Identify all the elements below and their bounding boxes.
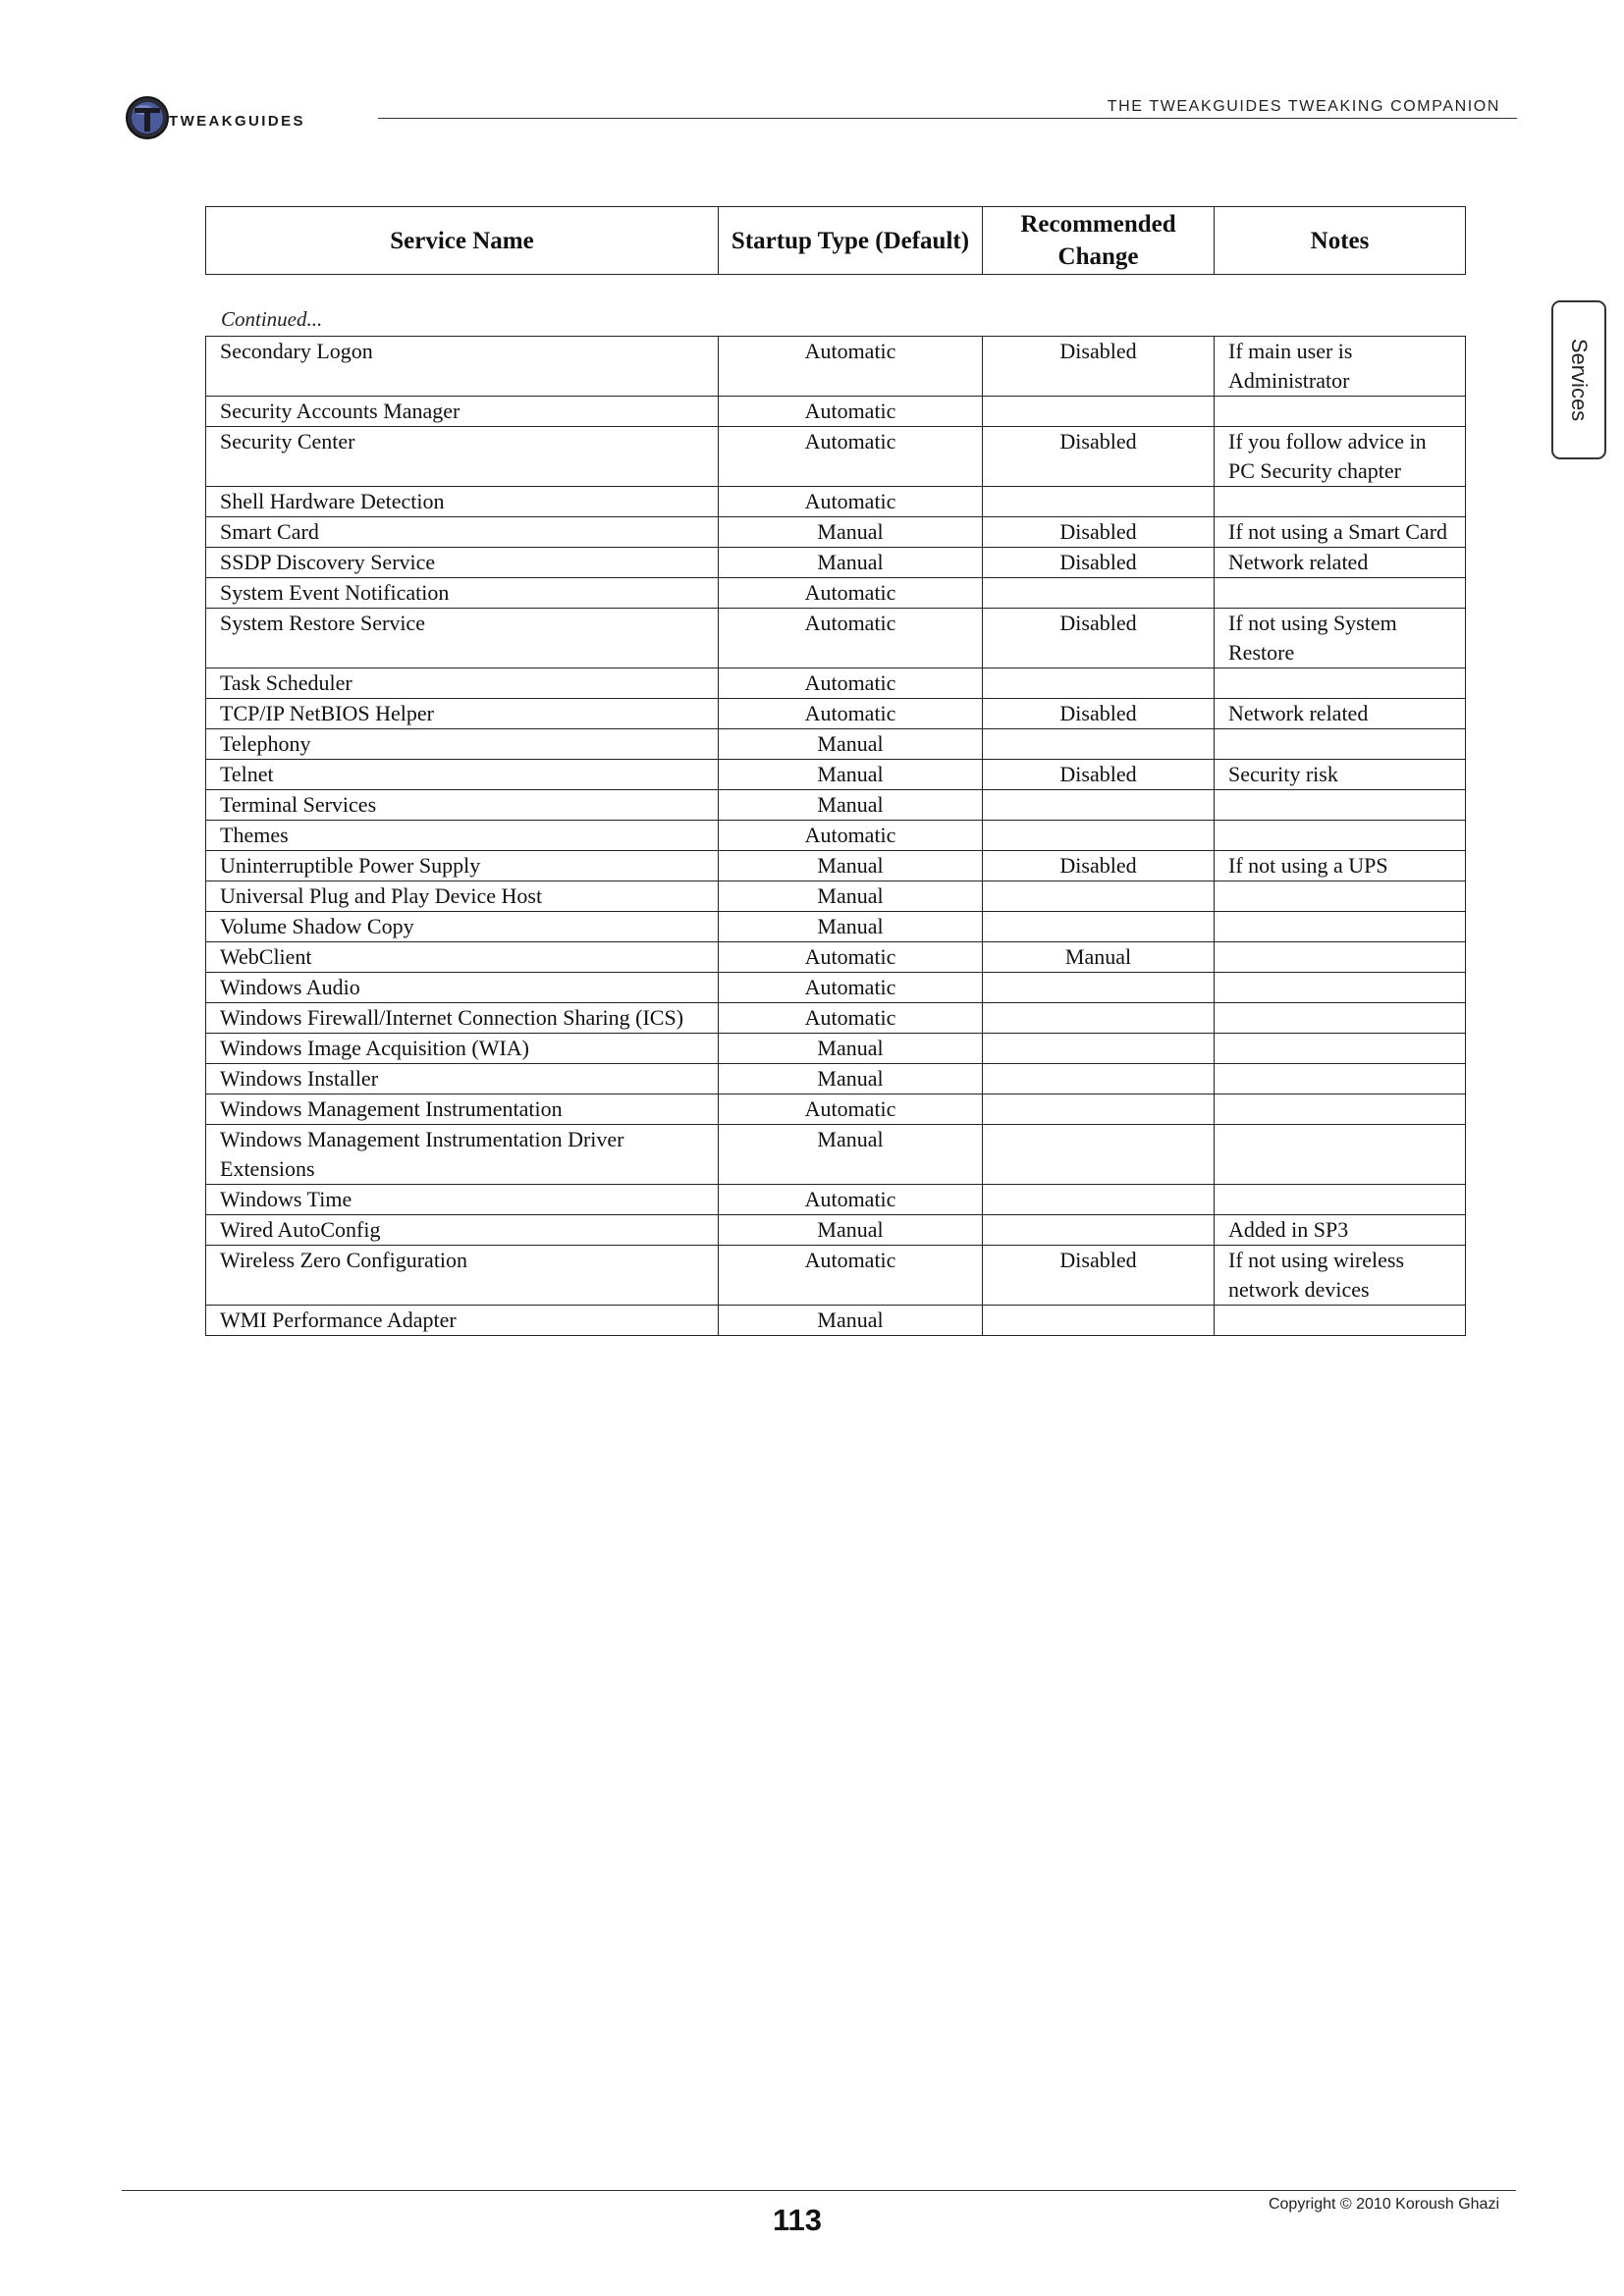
table-row: [206, 851, 1466, 881]
recommended-change-cell: Disabled: [983, 609, 1215, 668]
section-tab: [1551, 300, 1606, 459]
service-name-cell: Wired AutoConfig: [206, 1215, 719, 1246]
table-row: [206, 609, 1466, 668]
table-row: [206, 973, 1466, 1003]
continued-label: Continued...: [221, 307, 323, 331]
table-row: [206, 760, 1466, 790]
recommended-change-cell: [983, 668, 1215, 699]
service-name-cell: TCP/IP NetBIOS Helper: [206, 699, 719, 729]
startup-type-cell: Automatic: [719, 821, 983, 851]
notes-cell: Security risk: [1215, 760, 1466, 790]
startup-type-cell: Automatic: [719, 487, 983, 517]
header-row: [206, 207, 1466, 275]
notes-cell: [1215, 578, 1466, 609]
notes-cell: If not using System Restore: [1215, 609, 1466, 668]
table-row: [206, 729, 1466, 760]
startup-type-cell: Automatic: [719, 337, 983, 397]
startup-type-cell: Automatic: [719, 699, 983, 729]
recommended-change-cell: [983, 821, 1215, 851]
recommended-change-cell: [983, 487, 1215, 517]
table-row: [206, 548, 1466, 578]
table-row: [206, 487, 1466, 517]
startup-type-cell: Automatic: [719, 1003, 983, 1034]
header-rule: [378, 118, 1517, 119]
service-name-cell: Uninterruptible Power Supply: [206, 851, 719, 881]
startup-type-cell: Automatic: [719, 942, 983, 973]
service-name-cell: Task Scheduler: [206, 668, 719, 699]
notes-cell: If not using a UPS: [1215, 851, 1466, 881]
notes-cell: [1215, 942, 1466, 973]
notes-cell: If main user is Administrator: [1215, 337, 1466, 397]
recommended-change-cell: [983, 1215, 1215, 1246]
startup-type-cell: Automatic: [719, 973, 983, 1003]
startup-type-cell: Manual: [719, 851, 983, 881]
table-row: [206, 912, 1466, 942]
startup-type-cell: Automatic: [719, 578, 983, 609]
recommended-change-cell: [983, 578, 1215, 609]
startup-type-cell: Automatic: [719, 1246, 983, 1306]
table-row: [206, 1246, 1466, 1306]
service-name-cell: Windows Installer: [206, 1064, 719, 1095]
table-row: [206, 517, 1466, 548]
footer-rule: [122, 2190, 1516, 2191]
recommended-change-cell: [983, 1125, 1215, 1185]
recommended-change-cell: [983, 1095, 1215, 1125]
startup-type-cell: Manual: [719, 1306, 983, 1336]
table-row: [206, 668, 1466, 699]
table-row: [206, 1034, 1466, 1064]
recommended-change-cell: Disabled: [983, 760, 1215, 790]
notes-cell: Network related: [1215, 699, 1466, 729]
startup-type-cell: Manual: [719, 729, 983, 760]
recommended-change-cell: Disabled: [983, 337, 1215, 397]
startup-type-cell: Manual: [719, 1064, 983, 1095]
notes-cell: [1215, 881, 1466, 912]
notes-cell: Added in SP3: [1215, 1215, 1466, 1246]
service-name-cell: Themes: [206, 821, 719, 851]
table-row: [206, 427, 1466, 487]
services-table-body: [206, 337, 1466, 1336]
service-name-cell: Shell Hardware Detection: [206, 487, 719, 517]
recommended-change-cell: [983, 1003, 1215, 1034]
recommended-change-cell: [983, 1306, 1215, 1336]
service-name-cell: SSDP Discovery Service: [206, 548, 719, 578]
table-row: [206, 1215, 1466, 1246]
recommended-change-cell: [983, 1185, 1215, 1215]
table-row: [206, 881, 1466, 912]
table-row: [206, 1003, 1466, 1034]
recommended-change-cell: [983, 973, 1215, 1003]
recommended-change-cell: Disabled: [983, 699, 1215, 729]
recommended-change-cell: [983, 912, 1215, 942]
table-row: [206, 578, 1466, 609]
startup-type-cell: Manual: [719, 1215, 983, 1246]
notes-cell: [1215, 1185, 1466, 1215]
service-name-cell: Windows Time: [206, 1185, 719, 1215]
column-header-notes: Notes: [1215, 207, 1466, 275]
startup-type-cell: Automatic: [719, 668, 983, 699]
startup-type-cell: Manual: [719, 760, 983, 790]
service-name-cell: Windows Management Instrumentation: [206, 1095, 719, 1125]
notes-cell: [1215, 668, 1466, 699]
notes-cell: If not using wireless network devices: [1215, 1246, 1466, 1306]
recommended-change-cell: [983, 1034, 1215, 1064]
recommended-change-cell: [983, 881, 1215, 912]
table-row: [206, 1185, 1466, 1215]
service-name-cell: System Restore Service: [206, 609, 719, 668]
notes-cell: [1215, 397, 1466, 427]
service-name-cell: Windows Audio: [206, 973, 719, 1003]
notes-cell: [1215, 790, 1466, 821]
service-name-cell: Windows Management Instrumentation Driver Extensions: [206, 1125, 719, 1185]
recommended-change-cell: Disabled: [983, 851, 1215, 881]
service-name-cell: Terminal Services: [206, 790, 719, 821]
table-row: [206, 1125, 1466, 1185]
table-row: [206, 397, 1466, 427]
startup-type-cell: Automatic: [719, 1185, 983, 1215]
startup-type-cell: Manual: [719, 1034, 983, 1064]
column-header-startup-type: Startup Type (Default): [719, 207, 983, 275]
service-name-cell: Smart Card: [206, 517, 719, 548]
startup-type-cell: Automatic: [719, 609, 983, 668]
table-row: [206, 942, 1466, 973]
table-row: [206, 337, 1466, 397]
tweakguides-logo: [126, 94, 361, 143]
recommended-change-cell: [983, 1064, 1215, 1095]
startup-type-cell: Automatic: [719, 427, 983, 487]
column-header-service-name: Service Name: [206, 207, 719, 275]
recommended-change-cell: [983, 397, 1215, 427]
startup-type-cell: Manual: [719, 517, 983, 548]
service-name-cell: Wireless Zero Configuration: [206, 1246, 719, 1306]
startup-type-cell: Manual: [719, 912, 983, 942]
startup-type-cell: Manual: [719, 1125, 983, 1185]
notes-cell: [1215, 1034, 1466, 1064]
notes-cell: [1215, 821, 1466, 851]
service-name-cell: Telnet: [206, 760, 719, 790]
startup-type-cell: Automatic: [719, 397, 983, 427]
header-title: THE TWEAKGUIDES TWEAKING COMPANION: [1107, 98, 1500, 115]
service-name-cell: Security Center: [206, 427, 719, 487]
notes-cell: [1215, 912, 1466, 942]
notes-cell: [1215, 729, 1466, 760]
copyright-notice: Copyright © 2010 Koroush Ghazi: [1268, 2196, 1499, 2213]
notes-cell: If you follow advice in PC Security chapter: [1215, 427, 1466, 487]
recommended-change-cell: Disabled: [983, 517, 1215, 548]
service-name-cell: Telephony: [206, 729, 719, 760]
recommended-change-cell: Manual: [983, 942, 1215, 973]
service-name-cell: Universal Plug and Play Device Host: [206, 881, 719, 912]
notes-cell: [1215, 1064, 1466, 1095]
recommended-change-cell: Disabled: [983, 548, 1215, 578]
page-number: 113: [773, 2203, 823, 2237]
section-tab-label: Services: [1567, 338, 1592, 422]
notes-cell: [1215, 973, 1466, 1003]
startup-type-cell: Manual: [719, 881, 983, 912]
services-table: [205, 336, 1466, 1336]
table-row: [206, 790, 1466, 821]
recommended-change-cell: Disabled: [983, 1246, 1215, 1306]
service-name-cell: Windows Image Acquisition (WIA): [206, 1034, 719, 1064]
service-name-cell: Volume Shadow Copy: [206, 912, 719, 942]
startup-type-cell: Automatic: [719, 1095, 983, 1125]
table-row: [206, 699, 1466, 729]
service-name-cell: Security Accounts Manager: [206, 397, 719, 427]
notes-cell: [1215, 487, 1466, 517]
service-name-cell: Secondary Logon: [206, 337, 719, 397]
notes-cell: [1215, 1095, 1466, 1125]
recommended-change-cell: [983, 790, 1215, 821]
column-header-recommended-change: Recommended Change: [983, 207, 1215, 275]
service-name-cell: System Event Notification: [206, 578, 719, 609]
service-name-cell: Windows Firewall/Internet Connection Sharing (ICS): [206, 1003, 719, 1034]
table-row: [206, 1064, 1466, 1095]
notes-cell: If not using a Smart Card: [1215, 517, 1466, 548]
table-row: [206, 1095, 1466, 1125]
service-name-cell: WMI Performance Adapter: [206, 1306, 719, 1336]
table-row: [206, 821, 1466, 851]
recommended-change-cell: Disabled: [983, 427, 1215, 487]
notes-cell: [1215, 1125, 1466, 1185]
svg-text:TWEAKGUIDES: TWEAKGUIDES: [169, 113, 305, 130]
recommended-change-cell: [983, 729, 1215, 760]
service-name-cell: WebClient: [206, 942, 719, 973]
startup-type-cell: Manual: [719, 548, 983, 578]
startup-type-cell: Manual: [719, 790, 983, 821]
notes-cell: Network related: [1215, 548, 1466, 578]
notes-cell: [1215, 1306, 1466, 1336]
notes-cell: [1215, 1003, 1466, 1034]
table-row: [206, 1306, 1466, 1336]
column-header-table: [205, 206, 1466, 275]
